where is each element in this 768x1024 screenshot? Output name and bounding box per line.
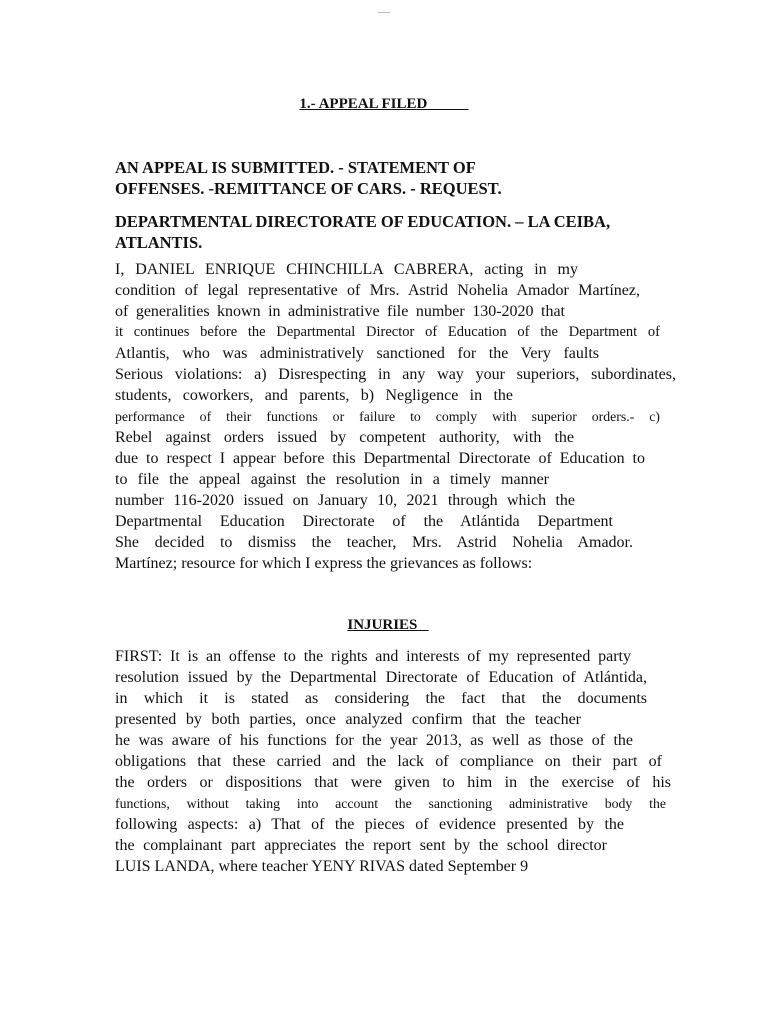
appeal-title: 1.- APPEAL FILED <box>299 96 428 112</box>
first-line: in which it is stated as considering the fact that the documents <box>115 690 647 707</box>
page-top-mark <box>378 12 390 13</box>
body-line: to file the appeal against the resolution in a timely manner <box>115 471 549 488</box>
body-line: performance of their functions or failure to comply with superior orders.- c) <box>115 409 660 424</box>
first-line: the orders or dispositions that were given to him in the exercise of his <box>115 774 671 791</box>
addressee-line-1: DEPARTMENTAL DIRECTORATE OF EDUCATION. – LA CEIBA, <box>115 212 611 231</box>
body-line: Departmental Education Directorate of the Atlántida Department <box>115 513 613 530</box>
body-paragraph <box>115 259 677 574</box>
body-line: I, DANIEL ENRIQUE CHINCHILLA CABRERA, acting in my <box>115 261 578 278</box>
injuries-heading: INJURIES <box>347 617 418 633</box>
first-line: the complainant part appreciates the report sent by the school director <box>115 837 607 854</box>
body-line: it continues before the Departmental Director of Education of the Department of <box>115 324 660 340</box>
first-line: following aspects: a) That of the pieces of evidence presented by the <box>115 816 624 833</box>
body-line: of generalities known in administrative file number 130-2020 that <box>115 303 565 320</box>
first-line: resolution issued by the Departmental Directorate of Education of Atlántida, <box>115 669 647 686</box>
addressee-line-2: ATLANTIS. <box>115 233 203 252</box>
first-line: he was aware of his functions for the year 2013, as well as those of the <box>115 732 633 749</box>
body-line: students, coworkers, and parents, b) Negligence in the <box>115 387 513 404</box>
addressee-heading <box>115 211 655 253</box>
body-line: Atlantis, who was administratively sanctioned for the Very faults <box>115 345 599 362</box>
subject-line-2: OFFENSES. -REMITTANCE OF CARS. - REQUEST. <box>115 179 502 198</box>
body-line: due to respect I appear before this Departmental Directorate of Education to <box>115 450 645 467</box>
first-line: LUIS LANDA, where teacher YENY RIVAS dated September 9 <box>115 858 529 875</box>
subject-heading <box>115 157 635 199</box>
body-line: Martínez; resource for which I express the grievances as follows: <box>115 555 533 572</box>
body-line: Rebel against orders issued by competent authority, with the <box>115 429 574 446</box>
first-line: FIRST: It is an offense to the rights and interests of my represented party <box>115 648 631 665</box>
first-line: obligations that these carried and the lack of compliance on their part of <box>115 753 662 770</box>
first-line: functions, without taking into account the sanctioning administrative body the <box>115 796 666 811</box>
body-line: condition of legal representative of Mrs. Astrid Nohelia Amador Martínez, <box>115 282 640 299</box>
body-line: number 116-2020 issued on January 10, 2021 through which the <box>115 492 575 509</box>
first-line: presented by both parties, once analyzed confirm that the teacher <box>115 711 581 728</box>
first-paragraph <box>115 646 677 877</box>
body-line: Serious violations: a) Disrespecting in any way your superiors, subordinates, <box>115 366 676 383</box>
body-line: She decided to dismiss the teacher, Mrs. Astrid Nohelia Amador. <box>115 534 633 551</box>
subject-line-1: AN APPEAL IS SUBMITTED. - STATEMENT OF <box>115 158 476 177</box>
